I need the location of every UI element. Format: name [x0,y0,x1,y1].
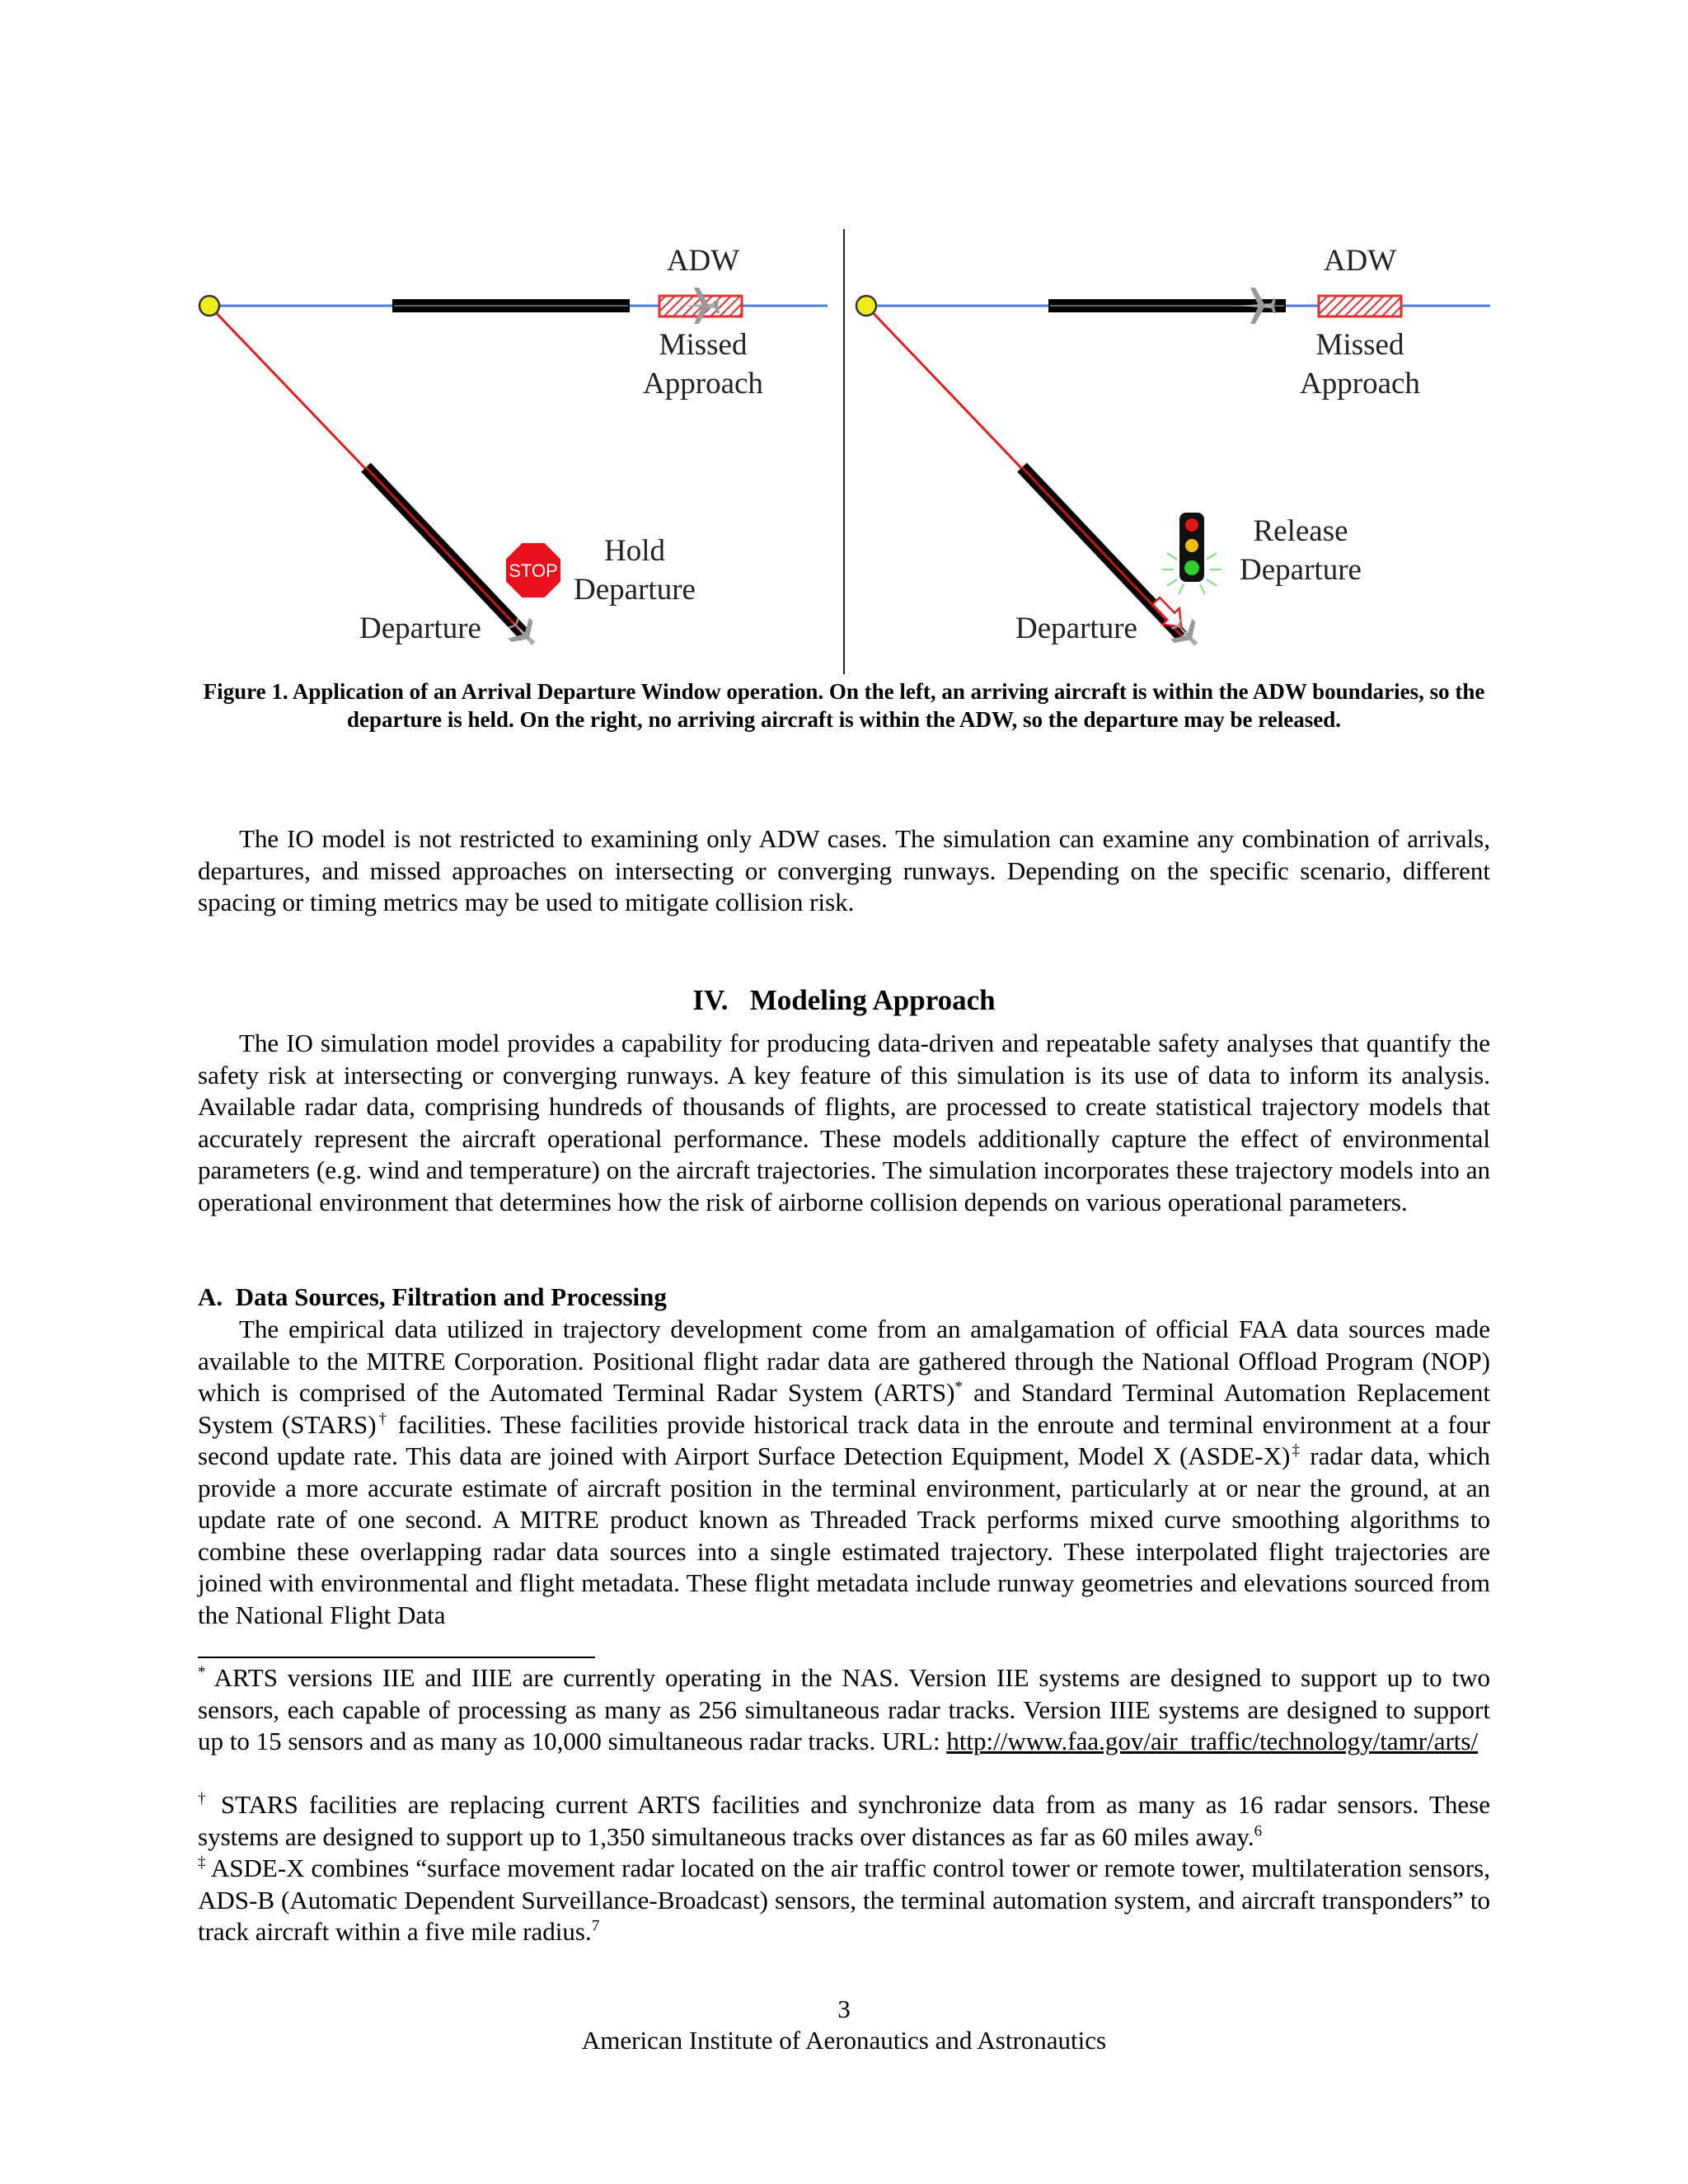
release-departure-label-2: Departure [1240,553,1362,587]
missed-approach-label-right-1: Missed [1315,328,1404,362]
adw-label-right: ADW [1323,244,1397,278]
departure-label-left: Departure [359,612,481,645]
figure-caption: Figure 1. Application of an Arrival Departure Window operation. On the left, an arriving aircraft is within the ADW boundaries, so the departure is held. On the right, no arriving aircraft is within the ADW, so the departure may be released. [203,679,1485,732]
departure-label-right: Departure [1015,612,1137,645]
footnote-text: ASDE-X combines “surface movement radar located on the air traffic control tower or remote tower, multilateration sensors, ADS-B (Automatic Dependent Surveillance-Broadcast) sensors, the terminal automation system, and aircraft transponders” to track aircraft within a five mile radius. [198,1854,1490,1946]
footnote-stars [198,1789,1490,1853]
citation-ref[interactable]: 7 [591,1917,600,1935]
hold-departure-label-1: Hold [604,534,665,568]
left-panel [199,244,828,654]
traffic-light-icon [1162,513,1221,594]
hold-departure-label-2: Departure [574,573,696,607]
footnote-text: STARS facilities are replacing current ARTS facilities and synchronize data from as many as 16 radar sensors. These systems are designed to support up to 1,350 simultaneous tracks over distances as far as 60 miles away. [198,1790,1490,1851]
footnote-mark: † [198,1790,210,1808]
data-sources-text-4: radar data, which provide a more accurate estimate of aircraft position in the terminal environment, particularly at or near the ground, at an update rate of one second. A MITRE product known as Threaded Track performs mixed curve smoothing algorithms to combine these overlapping radar data sources into a single estimated trajectory. These interpolated flight trajectories are joined with environmental and flight metadata. These flight metadata include runway geometries and elevations sourced from the National Flight Data [198,1441,1490,1629]
approach-fix-icon [856,296,876,316]
paragraph-io-model: The IO model is not restricted to examining only ADW cases. The simulation can examine any combination of arrivals, departures, and missed approaches on intersecting or converging runways. Depending on the specific scenario, different spacing or timing metrics may be used to mitigate collision risk. [198,824,1490,916]
stop-sign-icon [505,542,561,598]
footnote-asdex [198,1853,1490,1948]
footnote-ref-stars[interactable]: † [376,1410,389,1428]
arriving-aircraft-icon [1239,288,1276,324]
data-sources-text-2: and Standard Terminal Automation Replacement System (STARS) [198,1378,1490,1439]
data-sources-text-3: facilities. These facilities provide historical track data in the enroute and terminal environment at a four second update rate. This data are joined with Airport Surface Detection Equipment, Model X (ASDE-X) [198,1409,1491,1470]
footnote-arts [198,1662,1490,1758]
subsection-heading: A. Data Sources, Filtration and Processing [198,1282,667,1311]
citation-ref[interactable]: 6 [1254,1822,1263,1840]
arriving-aircraft-icon [682,288,720,324]
approach-fix-icon [199,296,219,316]
release-departure-label-1: Release [1253,514,1348,548]
paragraph-modeling-approach: The IO simulation model provides a capability for producing data-driven and repeatable safety analyses that quantify the safety risk at intersecting or converging runways. A key feature of this simulation is its use of data to inform its analysis. Available radar data, comprising hundreds of thousands of flights, are processed to create statistical trajectory models that accurately represent the aircraft operational performance. These models additionally capture the effect of environmental parameters (e.g. wind and temperature) on the aircraft trajectories. The simulation incorporates these trajectory models into an operational environment that determines how the risk of airborne collision depends on various operational parameters. [198,1029,1490,1216]
right-panel [856,244,1490,654]
footnote-url-link[interactable]: http://www.faa.gov/air_traffic/technology/tamr/arts/ [946,1727,1479,1755]
page-number: 3 [837,1994,851,2023]
figure-adw-diagram [0,0,1688,692]
section-heading: IV. Modeling Approach [692,984,996,1016]
missed-approach-label-left-1: Missed [659,328,748,362]
journal-name: American Institute of Aeronautics and Astronautics [581,2026,1107,2055]
paragraph-data-sources [198,1314,1490,1631]
footnote-ref-asdex[interactable]: ‡ [1290,1441,1302,1460]
data-sources-text-1: The empirical data utilized in trajectory development come from an amalgamation of official FAA data sources made available to the MITRE Corporation. Positional flight radar data are gathered through the National Offload Program (NOP) which is comprised of the Automated Terminal Radar System (ARTS) [198,1315,1490,1407]
footnote-mark: ‡ [198,1854,206,1872]
adw-label-left: ADW [666,244,740,278]
adw-box [1319,296,1401,316]
stop-sign-text: STOP [509,560,558,581]
footnote-mark: * [198,1663,206,1681]
footnote-divider [198,1657,595,1658]
footnote-text: ARTS versions IIE and IIIE are currently operating in the NAS. Version IIE systems are designed to support up to two sensors, each capable of processing as many as 256 simultaneous radar tracks. Version IIIE systems are designed to support up to 15 sensors and as many as 10,000 simultaneous radar tracks. URL: [198,1663,1490,1755]
footnote-ref-arts[interactable]: * [954,1378,963,1396]
missed-approach-label-right-2: Approach [1300,367,1420,401]
missed-approach-label-left-2: Approach [643,367,763,401]
